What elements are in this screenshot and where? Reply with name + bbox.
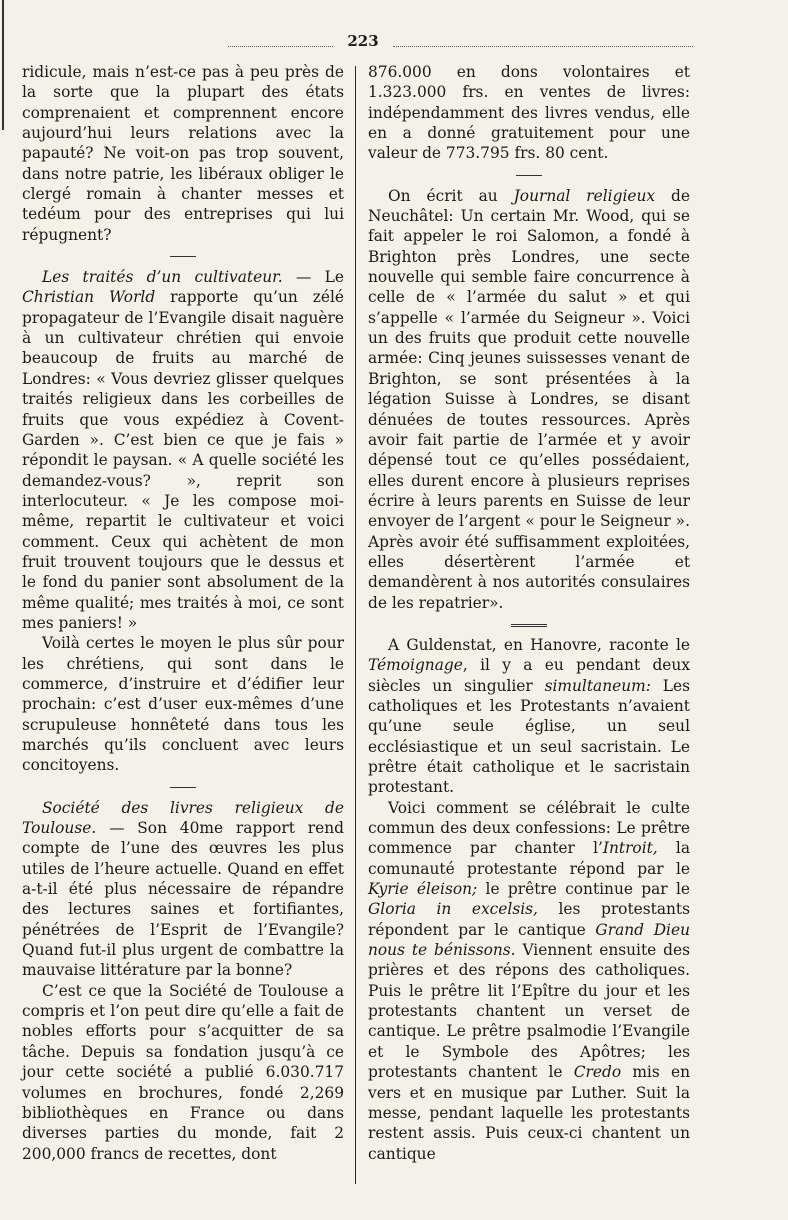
- source-name: Témoignage: [368, 656, 463, 675]
- left-column: [22, 62, 344, 1164]
- paragraph: ridicule, mais n’est-ce pas à peu près de la sorte que la plupart des états comprenaient et comprennent encore aujourd’hui leurs relations avec la papauté? Ne voit-on pas trop souvent, dans notre patrie, les libéraux obliger le clergé romain à chanter messes et tedéum pour des entreprises qui lui répugnent?: [22, 63, 344, 244]
- paragraph: 876.000 en dons volontaires et 1.323.000 frs. en ventes de livres: indépendamment des livres vendus, elle en a donné gratuitement pour une valeur de 773.795 frs. 80 cent.: [368, 63, 690, 163]
- paragraph: A Guldenstat, en Hanovre, raconte le Témoignage, il y a eu pendant deux siècles un singulier simultaneum: Les catholiques et les Protestants n’avaient qu’une seule église, un seul ecclésiastique et un seul sacristain. Le prêtre était catholique et le sacristain protestant.: [368, 635, 690, 797]
- source-name: Journal religieux: [513, 186, 656, 205]
- paragraph: Voici comment se célébrait le culte commun des deux confessions: Le prêtre commence par chanter l’Introit, la comunauté protestante répond par le Kyrie éleison; le prêtre continue par le Gloria in excelsis, les protestants répondent par le cantique Grand Dieu nous te bénissons. Viennent ensuite des prières et des répons des catholiques. Puis le prêtre lit l’Epître du jour et les protestants chantent un verset de cantique. Le prêtre psalmodie l’Evangile et le Symbole des Apôtres; les protestants chantent le Credo mis en vers et en musique par Luther. Suit la messe, pendant laquelle les protestants restent assis. Puis ceux-ci chantent un cantique: [368, 798, 691, 1163]
- article-title: Les traités d’un cultivateur.: [42, 268, 283, 287]
- paragraph: C’est ce que la Société de Toulouse a compris et l’on peut dire qu’elle a fait de nobles efforts pour s’acquitter de sa tâche. Depuis sa fondation jusqu’à ce jour cette société a publié 6.030.717 volumes en brochures, fondé 2,269 bibliothèques en France ou dans diverses parties du monde, fait 2 200,000 francs de recettes, dont: [22, 981, 344, 1163]
- paragraph: Voilà certes le moyen le plus sûr pour les chrétiens, qui sont dans le commerce, d’instruire et d’édifier leur prochain: c’est d’user eux-mêmes d’une scrupuleuse honnêteté dans tous les marchés qu’ils concluent avec leurs concitoyens.: [22, 634, 344, 775]
- section-separator: [368, 613, 690, 635]
- liturgy-term: Gloria in excelsis,: [368, 900, 538, 919]
- liturgy-term: Kyrie éleison;: [368, 880, 478, 899]
- paragraph: Société des livres religieux de Toulouse. — Son 40me rapport rend compte de l’une des œuvres les plus utiles de l’heure actuelle. Quand en effet a-t-il été plus nécessaire de répandre des lectures saines et fortifiantes, pénétrées de l’Esprit de l’Evangile? Quand fut-il plus urgent de combattre la mauvaise littérature par la bonne?: [22, 798, 344, 980]
- section-separator: [22, 776, 344, 798]
- right-column: [368, 62, 690, 1164]
- column-divider: [355, 66, 356, 1184]
- paragraph: Les traités d’un cultivateur. — Le Christian World rapporte qu’un zélé propagateur de l’Evangile disait naguère à un cultivateur chrétien qui envoie beaucoup de fruits au marché de Londres: « Vous devriez glisser quelques traités religieux dans les corbeilles de fruits que vous expédiez à Covent-Garden ». C’est bien ce que je fais » répondit le paysan. « A quelle société les demandez-vous? », reprit son interlocuteur. « Je les compose moi-même, repartit le cultivateur et voici comment. Ceux qui achètent de mon fruit trouvent toujours que le dessus et le fond du panier sont absolument de la même qualité; mes traités à moi, ce sont mes paniers! »: [22, 268, 345, 632]
- header-rule-left: [228, 46, 333, 47]
- liturgy-term: Introit,: [602, 839, 658, 858]
- section-separator: [22, 245, 344, 267]
- source-name: Christian World: [22, 288, 156, 307]
- hymn-title: Grand Dieu nous te bénissons.: [368, 920, 690, 960]
- page-edge-mark: [2, 0, 4, 130]
- page-header: [228, 32, 698, 54]
- article-title: Société des livres religieux de Toulouse.: [22, 798, 344, 838]
- liturgy-term: Credo: [573, 1063, 622, 1082]
- paragraph: On écrit au Journal religieux de Neuchâtel: Un certain Mr. Wood, qui se fait appeler le roi Salomon, a fondé à Brighton près Londres, une secte nouvelle qui semble faire concurrence à celle de « l’armée du salut » et qui s’appelle « l’armée du Seigneur ». Voici un des fruits que produit cette nouvelle armée: Cinq jeunes suissesses venant de Brighton, se sont présentées à la légation Suisse à Londres, se disant dénuées de toutes ressources. Après avoir fait partie de l’armée et y avoir dépensé tout ce qu’elles possédaient, elles durent encore à plusieurs reprises écrire à leurs parents en Suisse de leur envoyer de l’argent « pour le Seigneur ». Après avoir été suffisamment exploitées, elles désertèrent l’armée et demandèrent à nos autorités consulaires de les repatrier».: [368, 186, 690, 612]
- latin-term: simultaneum:: [544, 676, 651, 695]
- header-rule-right: [393, 46, 693, 47]
- section-separator: [368, 164, 690, 186]
- page-number: 223: [347, 32, 379, 50]
